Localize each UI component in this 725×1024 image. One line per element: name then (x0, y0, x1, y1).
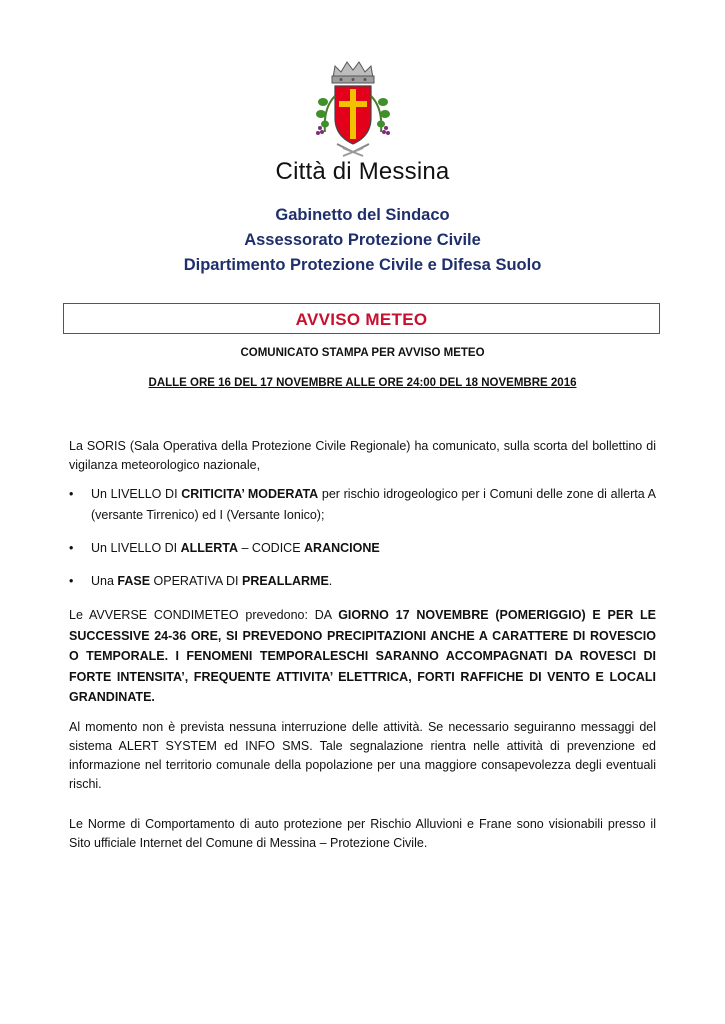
office-line-mayor: Gabinetto del Sindaco (275, 206, 450, 224)
messina-coat-of-arms-icon (309, 56, 397, 164)
notice-title: AVVISO METEO (63, 303, 660, 334)
office-line-assessorato: Assessorato Protezione Civile (244, 231, 481, 249)
weather-paragraph: Le AVVERSE CONDIMETEO prevedono: DA GIORNO 17 NOVEMBRE (POMERIGGIO) E PER LE SUCCESSIVE 24-36 ORE, SI PREVEDONO PRECIPITAZIONI ANCHE A CARATTERE DI ROVESCIO O TEMPORALE. I FENOMENI TEMPORALESCHI SARANNO ACCOMPAGNATI DA ROVESCI DI FORTE INTENSITA’, FREQUENTE ATTIVITA’ ELETTRICA, FORTI RAFFICHE DI VENTO E LOCALI GRANDINATE. (69, 608, 656, 704)
norms-paragraph: Le Norme di Comportamento di auto protezione per Rischio Alluvioni e Frane sono visionabili presso il Sito ufficiale Internet del Comune di Messina – Protezione Civile. (69, 817, 656, 850)
status-paragraph: Al momento non è prevista nessuna interruzione delle attività. Se necessario seguiranno messaggi del sistema ALERT SYSTEM ed INFO SMS. Tale segnalazione rientra nelle attività di prevenzione ed informazione nel territorio comunale della popolazione per una maggiore consapevolezza degli eventuali rischi. (69, 720, 656, 791)
intro-paragraph: La SORIS (Sala Operativa della Protezione Civile Regionale) ha comunicato, sulla scorta del bollettino di vigilanza meteorologico nazionale, (69, 439, 656, 472)
bullet-icon: • (69, 574, 74, 588)
bullet-icon: • (69, 487, 74, 501)
bullet-text: Un LIVELLO DI CRITICITA’ MODERATA per rischio idrogeologico per i Comuni delle zone di allerta A (versante Tirrenico) ed I (Versante Ionico); (91, 487, 656, 522)
city-title: Città di Messina (275, 158, 450, 185)
bullet-text: Una FASE OPERATIVA DI PREALLARME. (91, 574, 333, 588)
bullet-fase (69, 571, 656, 592)
bullet-icon: • (69, 541, 74, 555)
office-line-department: Dipartimento Protezione Civile e Difesa Suolo (183, 256, 542, 274)
bullet-allerta (69, 538, 656, 559)
notice-dates: DALLE ORE 16 DEL 17 NOVEMBRE ALLE ORE 24:00 DEL 18 NOVEMBRE 2016 (148, 377, 577, 389)
bullet-text: Un LIVELLO DI ALLERTA – CODICE ARANCIONE (91, 541, 380, 555)
notice-subtitle: COMUNICATO STAMPA PER AVVISO METEO (240, 347, 485, 359)
bullet-criticita (69, 484, 656, 526)
